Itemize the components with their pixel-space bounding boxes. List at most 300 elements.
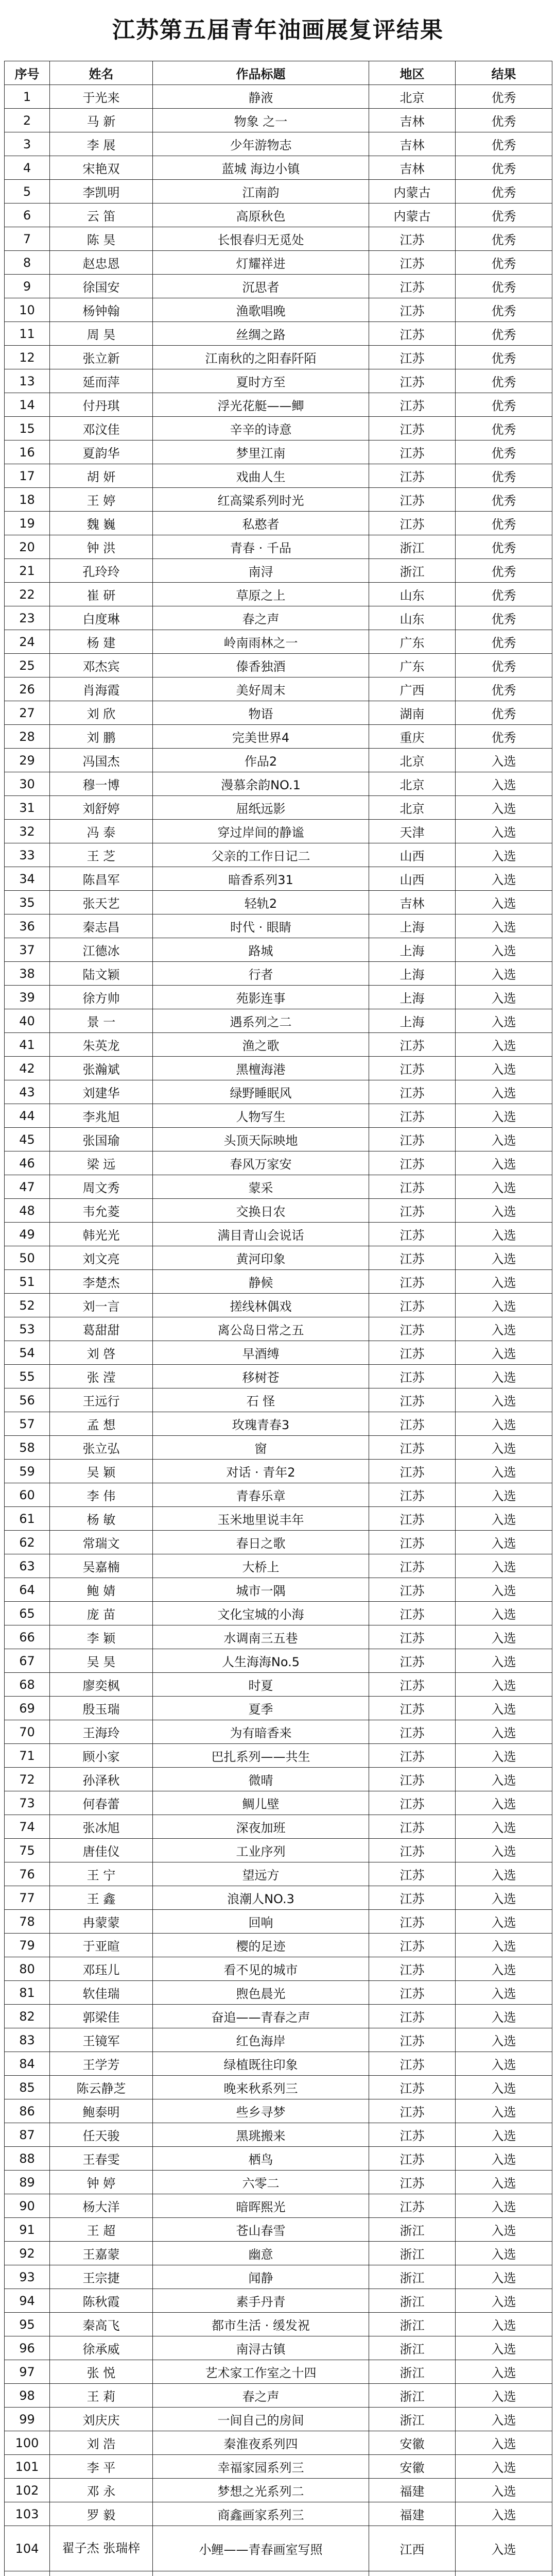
cell-title: 工业序列: [153, 1839, 369, 1862]
cell-region: 江苏: [369, 1839, 456, 1862]
cell-no: 4: [5, 156, 50, 180]
cell-result: 入选: [456, 1223, 552, 1246]
cell-no: 78: [5, 1910, 50, 1934]
cell-title: 都市生活 · 缓发祝: [153, 2313, 369, 2336]
cell-region: 上海: [369, 986, 456, 1009]
cell-title: 头顶天际映地: [153, 1128, 369, 1151]
cell-region: 江苏: [369, 1625, 456, 1649]
cell-no: 82: [5, 2005, 50, 2028]
cell-name: 张 悦: [50, 2360, 153, 2384]
table-row: [5, 346, 552, 369]
table-row: [5, 630, 552, 654]
cell-result: 入选: [456, 1412, 552, 1436]
cell-title: 蒙采: [153, 1175, 369, 1199]
cell-region: 江西: [369, 2526, 456, 2571]
cell-region: 江苏: [369, 488, 456, 512]
cell-result: 优秀: [456, 630, 552, 654]
cell-result: 入选: [456, 2455, 552, 2479]
cell-result: 入选: [456, 1862, 552, 1886]
cell-name: 崔 研: [50, 583, 153, 606]
cell-name: 吴嘉楠: [50, 1554, 153, 1578]
cell-result: 入选: [456, 2123, 552, 2147]
cell-title: 黑檀海港: [153, 1057, 369, 1080]
table-row: [5, 1697, 552, 1720]
cell-name: 李 伟: [50, 1483, 153, 1507]
cell-region: 吉林: [369, 109, 456, 132]
cell-title: 长恨春归无觅处: [153, 227, 369, 251]
cell-title: 少年游物志: [153, 132, 369, 156]
cell-no: 54: [5, 1341, 50, 1365]
cell-result: 入选: [456, 891, 552, 914]
cell-no: 92: [5, 2242, 50, 2265]
table-row: [5, 820, 552, 843]
cell-name: 王学芳: [50, 2052, 153, 2076]
cell-title: 文化宝城的小海: [153, 1602, 369, 1625]
cell-result: 入选: [456, 1981, 552, 2005]
cell-no: 31: [5, 796, 50, 820]
table-row: [5, 938, 552, 962]
cell-name: 王 鑫: [50, 1886, 153, 1910]
table-row: [5, 156, 552, 180]
cell-no: 48: [5, 1199, 50, 1223]
cell-region: 浙江: [369, 2408, 456, 2431]
header-name: 姓名: [50, 61, 153, 85]
cell-no: 19: [5, 512, 50, 535]
cell-region: 浙江: [369, 2360, 456, 2384]
cell-name: 杨钟翰: [50, 298, 153, 322]
header-no: 序号: [5, 61, 50, 85]
cell-name: 顾小家: [50, 1744, 153, 1768]
cell-result: 入选: [456, 1151, 552, 1175]
cell-result: 入选: [456, 1365, 552, 1388]
cell-no: 51: [5, 1270, 50, 1294]
cell-no: 27: [5, 701, 50, 725]
cell-name: 刘 鹏: [50, 725, 153, 749]
cell-name: 刘建华: [50, 1080, 153, 1104]
cell-region: 吉林: [369, 156, 456, 180]
cell-region: 江苏: [369, 512, 456, 535]
cell-title: 青春 · 千品: [153, 535, 369, 559]
table-row: [5, 2384, 552, 2408]
cell-title: 商鑫画家系列三: [153, 2502, 369, 2526]
cell-title: 江南韵: [153, 180, 369, 204]
cell-region: 吉林: [369, 132, 456, 156]
table-row: [5, 1720, 552, 1744]
cell-result: 入选: [456, 2028, 552, 2052]
cell-region: 上海: [369, 962, 456, 986]
cell-name: 赵忠恩: [50, 251, 153, 275]
cell-no: 17: [5, 464, 50, 488]
cell-title: 路城: [153, 938, 369, 962]
cell-no: 8: [5, 251, 50, 275]
cell-title: 浮光花艇——鲫: [153, 393, 369, 417]
cell-no: 53: [5, 1317, 50, 1341]
cell-title: 美好周末: [153, 677, 369, 701]
cell-no: 104: [5, 2526, 50, 2571]
cell-title: 玫瑰青春3: [153, 1412, 369, 1436]
cell-no: 80: [5, 1957, 50, 1981]
cell-no: 28: [5, 725, 50, 749]
table-row: [5, 914, 552, 938]
cell-no: 90: [5, 2194, 50, 2218]
table-row: [5, 2313, 552, 2336]
cell-name: 李兆旭: [50, 1104, 153, 1128]
cell-no: 45: [5, 1128, 50, 1151]
cell-no: 40: [5, 1009, 50, 1033]
cell-no: 63: [5, 1554, 50, 1578]
cell-result: 入选: [456, 2479, 552, 2502]
cell-no: 87: [5, 2123, 50, 2147]
cell-name: 邓杰宾: [50, 654, 153, 677]
cell-no: 14: [5, 393, 50, 417]
cell-title: 春之声: [153, 2384, 369, 2408]
cell-result: 入选: [456, 1768, 552, 1791]
cell-no: 50: [5, 1246, 50, 1270]
cell-name: 冯国杰: [50, 749, 153, 772]
cell-title: 红高粱系列时光: [153, 488, 369, 512]
table-row: [5, 701, 552, 725]
table-row: [5, 749, 552, 772]
cell-region: 江苏: [369, 1388, 456, 1412]
cell-result: 优秀: [456, 464, 552, 488]
cell-region: 江苏: [369, 417, 456, 440]
cell-title: [153, 2571, 369, 2576]
cell-no: 62: [5, 1531, 50, 1554]
cell-name: 韦允菱: [50, 1199, 153, 1223]
table-row: [5, 2194, 552, 2218]
cell-title: 一间自己的房间: [153, 2408, 369, 2431]
cell-region: 江苏: [369, 2123, 456, 2147]
cell-result: 入选: [456, 2005, 552, 2028]
table-row: [5, 843, 552, 867]
table-row: [5, 2289, 552, 2313]
table-row: [5, 369, 552, 393]
cell-no: 52: [5, 1294, 50, 1317]
cell-region: 江苏: [369, 2099, 456, 2123]
cell-region: 江苏: [369, 1270, 456, 1294]
cell-region: 江苏: [369, 1602, 456, 1625]
cell-name: 王嘉蒙: [50, 2242, 153, 2265]
table-row: [5, 1128, 552, 1151]
cell-name: 陈昌军: [50, 867, 153, 891]
cell-result: 入选: [456, 1649, 552, 1673]
cell-title: 夏季: [153, 1697, 369, 1720]
cell-no: 30: [5, 772, 50, 796]
cell-title: 红色海岸: [153, 2028, 369, 2052]
cell-title: 浪潮人NO.3: [153, 1886, 369, 1910]
cell-result: 入选: [456, 1957, 552, 1981]
table-row: [5, 1862, 552, 1886]
cell-result: 入选: [456, 1602, 552, 1625]
table-row: [5, 2171, 552, 2194]
cell-name: 刘庆庆: [50, 2408, 153, 2431]
cell-title: 煦色晨光: [153, 1981, 369, 2005]
cell-result: 入选: [456, 1460, 552, 1483]
table-row: [5, 1957, 552, 1981]
cell-title: 六零二: [153, 2171, 369, 2194]
cell-result: 入选: [456, 1388, 552, 1412]
cell-result: 入选: [456, 1009, 552, 1033]
table-row: [5, 2052, 552, 2076]
cell-result: 入选: [456, 1507, 552, 1531]
table-row: [5, 583, 552, 606]
cell-title: 人生海海No.5: [153, 1649, 369, 1673]
cell-result: 入选: [456, 796, 552, 820]
cell-result: 入选: [456, 1673, 552, 1697]
cell-no: 76: [5, 1862, 50, 1886]
cell-title: 离公岛日常之五: [153, 1317, 369, 1341]
cell-no: 75: [5, 1839, 50, 1862]
table-row: [5, 2571, 552, 2576]
cell-name: 徐国安: [50, 275, 153, 298]
cell-title: 对话 · 青年2: [153, 1460, 369, 1483]
cell-title: 移树苍: [153, 1365, 369, 1388]
cell-title: 苑影连事: [153, 986, 369, 1009]
cell-no: 86: [5, 2099, 50, 2123]
table-row: [5, 867, 552, 891]
cell-title: 些乡寻梦: [153, 2099, 369, 2123]
cell-region: 江苏: [369, 1341, 456, 1365]
cell-title: 闻静: [153, 2265, 369, 2289]
cell-region: 江苏: [369, 1554, 456, 1578]
cell-name: 张立新: [50, 346, 153, 369]
cell-no: 9: [5, 275, 50, 298]
cell-title: 暗晖熙光: [153, 2194, 369, 2218]
cell-region: 江苏: [369, 2194, 456, 2218]
cell-result: 入选: [456, 1057, 552, 1080]
cell-title: 辛辛的诗意: [153, 417, 369, 440]
cell-region: 江苏: [369, 1649, 456, 1673]
cell-region: 浙江: [369, 559, 456, 583]
cell-no: 96: [5, 2336, 50, 2360]
cell-region: 天津: [369, 820, 456, 843]
cell-result: 入选: [456, 2265, 552, 2289]
cell-result: 入选: [456, 2099, 552, 2123]
cell-result: 入选: [456, 2313, 552, 2336]
cell-name: 陈云静芝: [50, 2076, 153, 2099]
cell-result: 入选: [456, 914, 552, 938]
cell-name: 魏 巍: [50, 512, 153, 535]
cell-name: 梁 远: [50, 1151, 153, 1175]
cell-result: 入选: [456, 1436, 552, 1460]
cell-name: 张立弘: [50, 1436, 153, 1460]
cell-name: 李楚杰: [50, 1270, 153, 1294]
cell-region: 吉林: [369, 891, 456, 914]
cell-result: 入选: [456, 2408, 552, 2431]
cell-result: 入选: [456, 1483, 552, 1507]
cell-result: 入选: [456, 1128, 552, 1151]
cell-name: 宋艳双: [50, 156, 153, 180]
cell-region: 江苏: [369, 346, 456, 369]
cell-region: 江苏: [369, 1223, 456, 1246]
cell-no: 89: [5, 2171, 50, 2194]
cell-name: 穆一博: [50, 772, 153, 796]
cell-name: 王春雯: [50, 2147, 153, 2171]
cell-no: 69: [5, 1697, 50, 1720]
cell-region: 江苏: [369, 1886, 456, 1910]
cell-result: 入选: [456, 1839, 552, 1862]
table-row: [5, 986, 552, 1009]
table-row: [5, 677, 552, 701]
table-row: [5, 1436, 552, 1460]
table-row: [5, 1388, 552, 1412]
cell-title: 春之声: [153, 606, 369, 630]
cell-region: 北京: [369, 749, 456, 772]
table-row: [5, 2431, 552, 2455]
cell-name: 张瀚斌: [50, 1057, 153, 1080]
cell-name: 马 新: [50, 109, 153, 132]
cell-title: 暗香系列31: [153, 867, 369, 891]
cell-no: 25: [5, 654, 50, 677]
cell-no: 29: [5, 749, 50, 772]
table-row: [5, 2005, 552, 2028]
cell-region: 江苏: [369, 1673, 456, 1697]
cell-no: 77: [5, 1886, 50, 1910]
cell-name: 冉蒙蒙: [50, 1910, 153, 1934]
cell-name: 延而萍: [50, 369, 153, 393]
cell-result: 入选: [456, 1815, 552, 1839]
table-row: [5, 796, 552, 820]
cell-title: 夏时方至: [153, 369, 369, 393]
table-row: [5, 1412, 552, 1436]
cell-no: 21: [5, 559, 50, 583]
table-row: [5, 180, 552, 204]
cell-title: 幽意: [153, 2242, 369, 2265]
cell-result: 入选: [456, 1625, 552, 1649]
table-row: [5, 417, 552, 440]
table-row: [5, 535, 552, 559]
table-row: [5, 109, 552, 132]
table-row: [5, 251, 552, 275]
table-row: [5, 2076, 552, 2099]
table-row: [5, 512, 552, 535]
cell-no: 15: [5, 417, 50, 440]
cell-title: 戏曲人生: [153, 464, 369, 488]
cell-no: 103: [5, 2502, 50, 2526]
cell-title: 巴扎系列——共生: [153, 1744, 369, 1768]
cell-title: 搓线林偶戏: [153, 1294, 369, 1317]
cell-title: 物语: [153, 701, 369, 725]
cell-name: 杨 建: [50, 630, 153, 654]
cell-title: 梦想之光系列二: [153, 2479, 369, 2502]
cell-region: 江苏: [369, 1128, 456, 1151]
cell-no: 56: [5, 1388, 50, 1412]
cell-region: 江苏: [369, 1365, 456, 1388]
cell-title: 江南秋的之阳春阡陌: [153, 346, 369, 369]
table-row: [5, 1009, 552, 1033]
cell-name: [50, 2571, 153, 2576]
cell-name: 刘 啓: [50, 1341, 153, 1365]
cell-no: 101: [5, 2455, 50, 2479]
table-row: [5, 1057, 552, 1080]
cell-region: 江苏: [369, 1744, 456, 1768]
cell-title: 苍山春雪: [153, 2218, 369, 2242]
cell-no: 99: [5, 2408, 50, 2431]
table-row: [5, 2502, 552, 2526]
cell-no: 55: [5, 1365, 50, 1388]
cell-result: 入选: [456, 1531, 552, 1554]
cell-region: 福建: [369, 2479, 456, 2502]
cell-region: 浙江: [369, 2384, 456, 2408]
cell-name: 邓珏儿: [50, 1957, 153, 1981]
cell-region: 北京: [369, 772, 456, 796]
cell-region: 上海: [369, 1009, 456, 1033]
results-table: [4, 61, 552, 2576]
cell-region: [369, 2571, 456, 2576]
cell-region: 福建: [369, 2502, 456, 2526]
cell-region: 江苏: [369, 1151, 456, 1175]
cell-region: 江苏: [369, 1104, 456, 1128]
cell-result: 入选: [456, 2218, 552, 2242]
table-row: [5, 1199, 552, 1223]
table-row: [5, 1744, 552, 1768]
cell-name: 杨 敏: [50, 1507, 153, 1531]
cell-name: 庞 苗: [50, 1602, 153, 1625]
cell-title: 晚来秋系列三: [153, 2076, 369, 2099]
cell-no: 72: [5, 1768, 50, 1791]
table-row: [5, 1839, 552, 1862]
cell-title: 沉思者: [153, 275, 369, 298]
cell-region: 江苏: [369, 1720, 456, 1744]
cell-title: 父亲的工作日记二: [153, 843, 369, 867]
cell-title: 看不见的城市: [153, 1957, 369, 1981]
table-row: [5, 1910, 552, 1934]
cell-no: 22: [5, 583, 50, 606]
cell-result: 入选: [456, 2194, 552, 2218]
cell-no: 42: [5, 1057, 50, 1080]
cell-title: 作品2: [153, 749, 369, 772]
cell-title: 微晴: [153, 1768, 369, 1791]
cell-result: 优秀: [456, 512, 552, 535]
cell-region: 江苏: [369, 393, 456, 417]
cell-result: 入选: [456, 1033, 552, 1057]
cell-name: 王 宁: [50, 1862, 153, 1886]
cell-no: 57: [5, 1412, 50, 1436]
cell-region: 江苏: [369, 1317, 456, 1341]
cell-title: 石 怪: [153, 1388, 369, 1412]
header-row: [5, 61, 552, 85]
cell-name: 陈秋霞: [50, 2289, 153, 2313]
cell-region: 江苏: [369, 1697, 456, 1720]
cell-region: 广东: [369, 654, 456, 677]
cell-region: 江苏: [369, 1981, 456, 2005]
cell-name: 景 一: [50, 1009, 153, 1033]
cell-region: 江苏: [369, 298, 456, 322]
cell-result: 入选: [456, 820, 552, 843]
cell-name: 张 滢: [50, 1365, 153, 1388]
cell-name: 常瑞文: [50, 1531, 153, 1554]
cell-region: 江苏: [369, 322, 456, 346]
cell-name: 徐承威: [50, 2336, 153, 2360]
cell-no: 84: [5, 2052, 50, 2076]
cell-name: 白度琳: [50, 606, 153, 630]
cell-result: 入选: [456, 986, 552, 1009]
cell-result: 入选: [456, 1199, 552, 1223]
cell-no: 67: [5, 1649, 50, 1673]
cell-region: 广西: [369, 677, 456, 701]
table-row: [5, 1531, 552, 1554]
cell-region: 江苏: [369, 440, 456, 464]
table-row: [5, 2479, 552, 2502]
cell-no: 85: [5, 2076, 50, 2099]
table-row: [5, 891, 552, 914]
cell-name: 江德冰: [50, 938, 153, 962]
table-row: [5, 1294, 552, 1317]
cell-no: 43: [5, 1080, 50, 1104]
cell-result: 入选: [456, 2147, 552, 2171]
cell-title: 穿过岸间的静谧: [153, 820, 369, 843]
table-row: [5, 1317, 552, 1341]
